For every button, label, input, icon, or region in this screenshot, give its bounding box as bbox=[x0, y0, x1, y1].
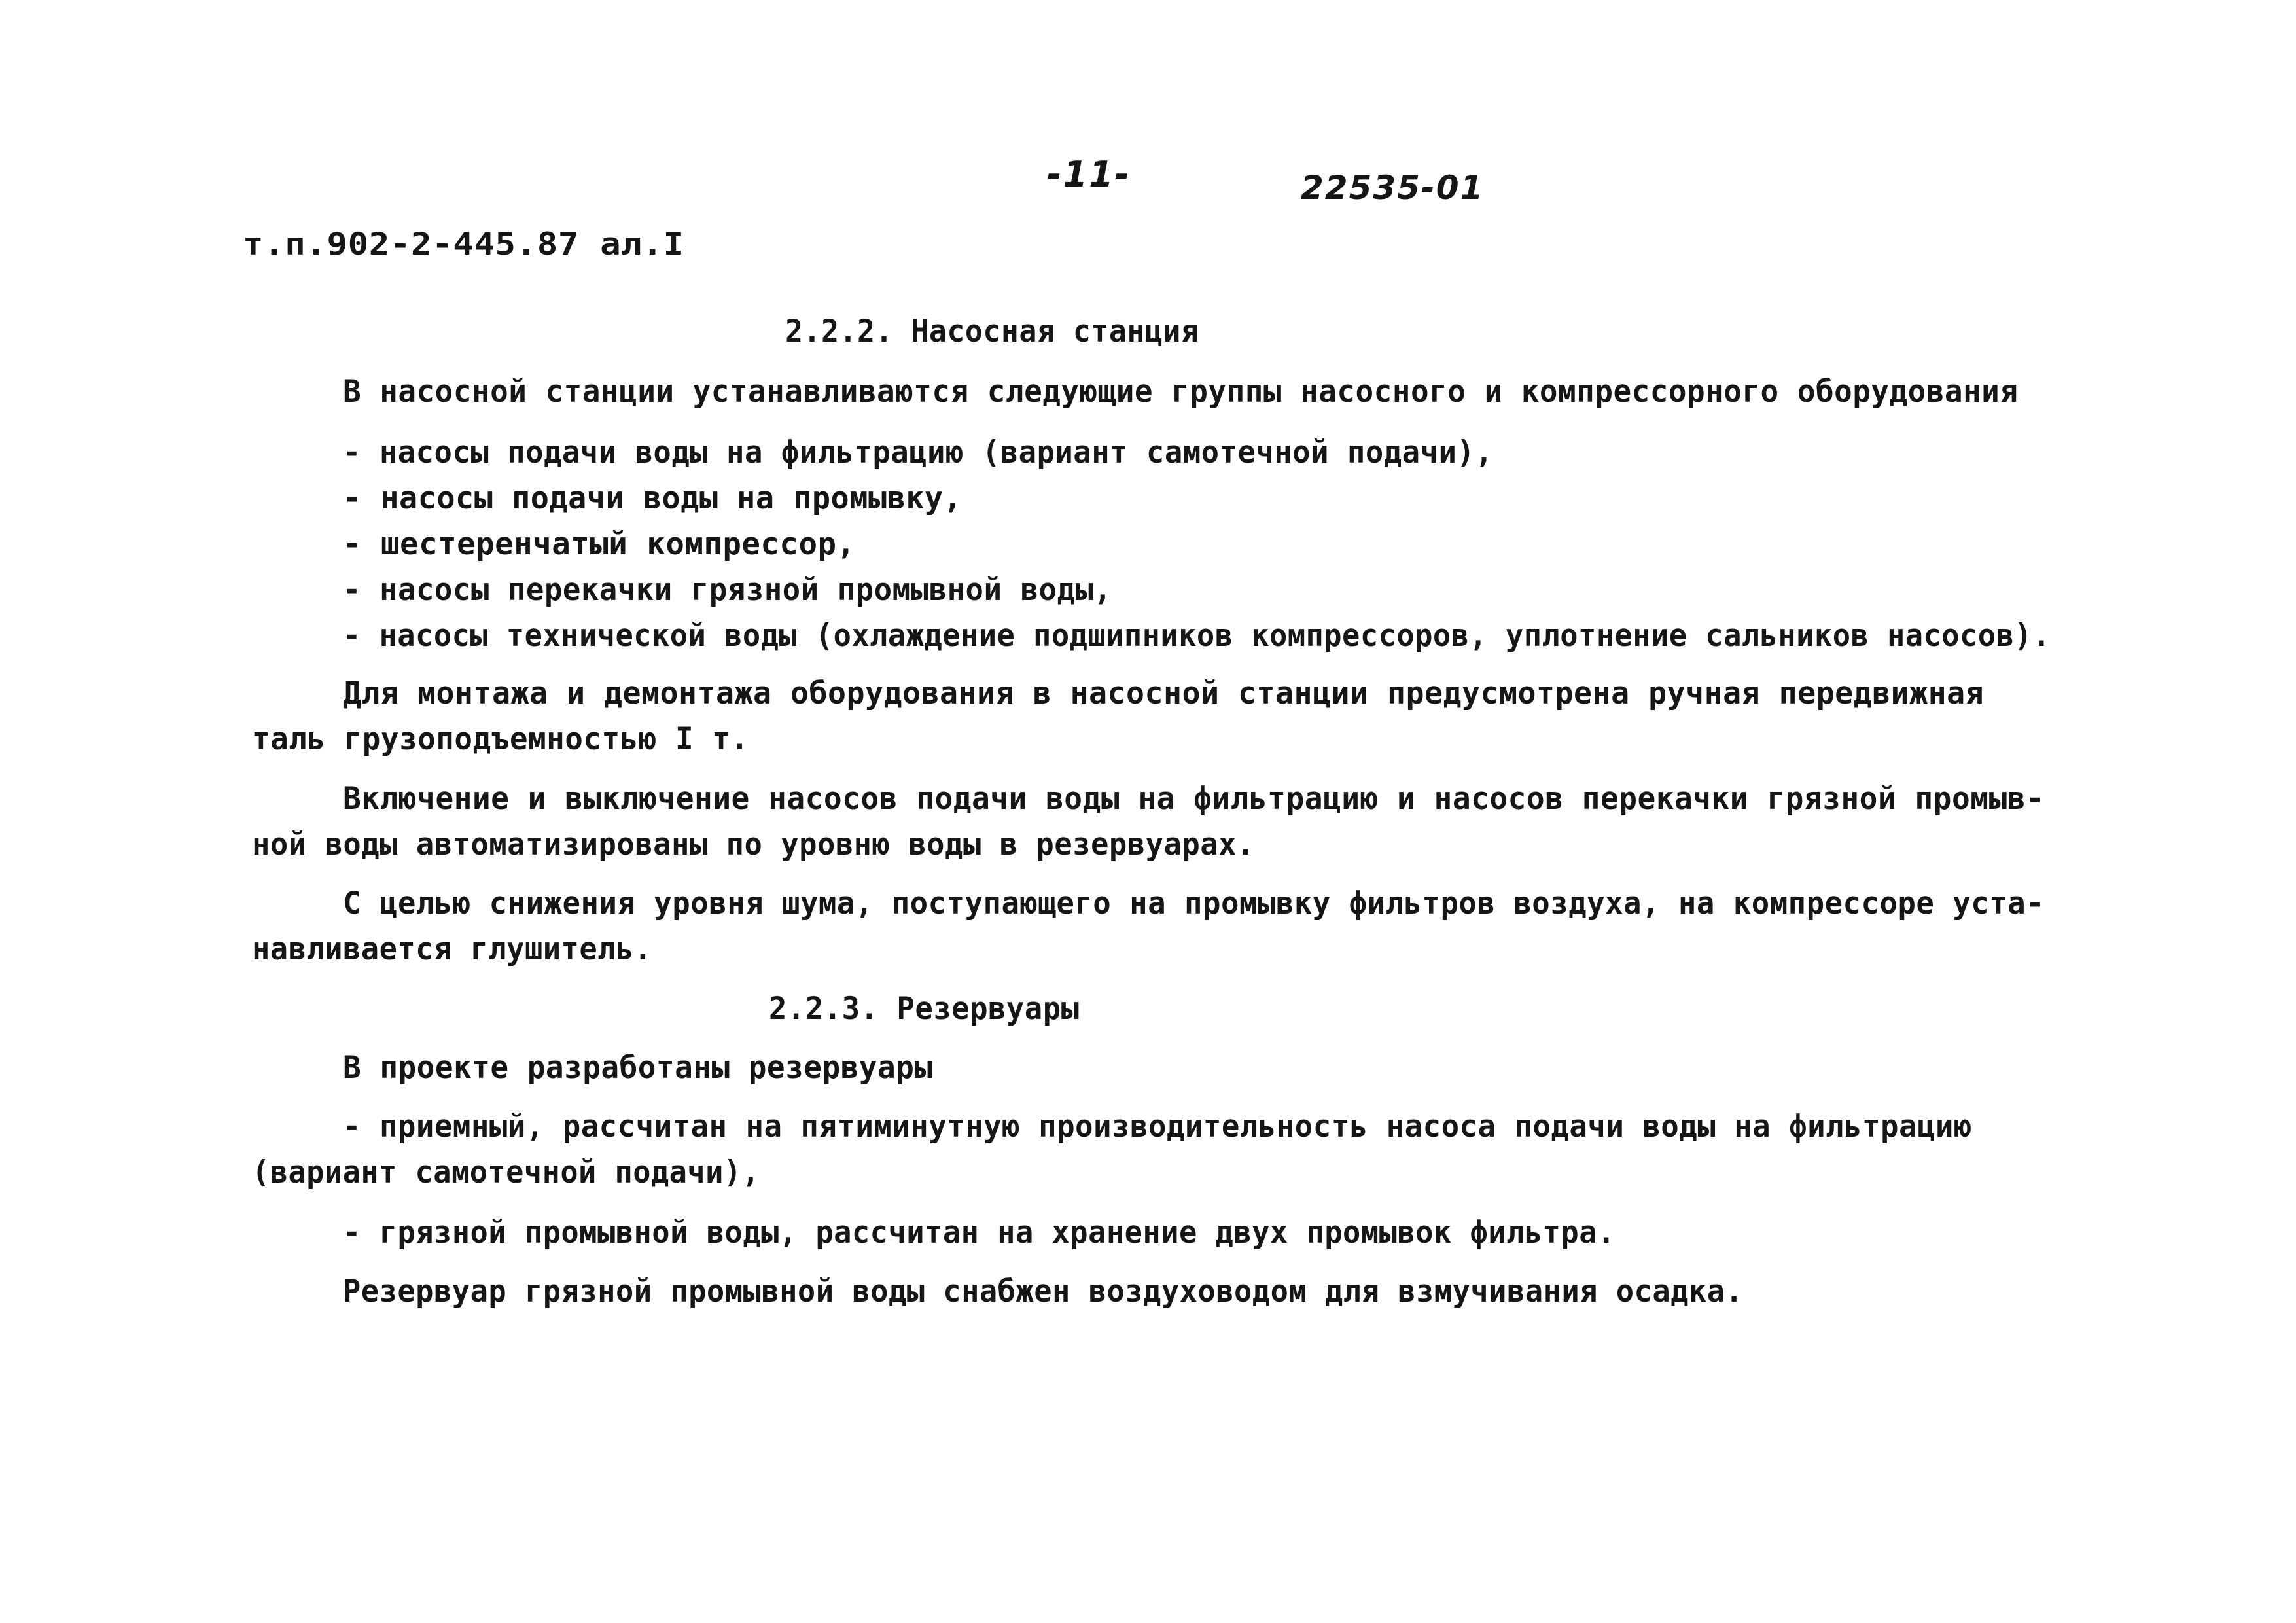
section-title-pump-station: 2.2.2. Насосная станция bbox=[785, 313, 1199, 349]
pump-station-intro: В насосной станции устанавливаются следующие группы насосного и компрессорного оборудования bbox=[343, 374, 2019, 410]
document-designation: т.п.902-2-445.87 ал.I bbox=[243, 226, 684, 262]
section-title-reservoirs: 2.2.3. Резервуары bbox=[769, 991, 1080, 1027]
automation-paragraph-line-1: Включение и выключение насосов подачи воды на фильтрацию и насосов перекачки грязной промыв- bbox=[343, 781, 2045, 817]
receiving-reservoir-line-1: - приемный, рассчитан на пятиминутную производительность насоса подачи воды на фильтрацию bbox=[343, 1109, 1972, 1145]
dirty-water-reservoir: - грязной промывной воды, рассчитан на хранение двух промывок фильтра. bbox=[343, 1215, 1616, 1251]
automation-paragraph-line-2: ной воды автоматизированы по уровню воды в резервуарах. bbox=[252, 827, 1255, 863]
document-number: 22535-01 bbox=[1301, 169, 1485, 207]
equipment-item-3: - шестеренчатый компрессор, bbox=[343, 526, 856, 562]
equipment-item-2: - насосы подачи воды на промывку, bbox=[343, 480, 963, 516]
equipment-item-5: - насосы технической воды (охлаждение подшипников компрессоров, уплотнение сальников насосов). bbox=[343, 618, 2051, 654]
receiving-reservoir-line-2: (вариант самотечной подачи), bbox=[252, 1154, 760, 1190]
hoist-paragraph-line-1: Для монтажа и демонтажа оборудования в насосной станции предусмотрена ручная передвижная bbox=[343, 675, 1985, 711]
equipment-item-4: - насосы перекачки грязной промывной воды, bbox=[343, 572, 1112, 608]
reservoirs-intro: В проекте разработаны резервуары bbox=[343, 1050, 933, 1086]
page-number: -11- bbox=[1047, 154, 1131, 195]
silencer-paragraph-line-2: навливается глушитель. bbox=[252, 931, 652, 967]
equipment-item-1: - насосы подачи воды на фильтрацию (вариант самотечной подачи), bbox=[343, 435, 1494, 471]
hoist-paragraph-line-2: таль грузоподъемностью I т. bbox=[252, 721, 749, 757]
silencer-paragraph-line-1: С целью снижения уровня шума, поступающего на промывку фильтров воздуха, на компрессоре уста- bbox=[343, 885, 2045, 921]
reservoir-closing-sentence: Резервуар грязной промывной воды снабжен воздуховодом для взмучивания осадка. bbox=[343, 1274, 1744, 1310]
